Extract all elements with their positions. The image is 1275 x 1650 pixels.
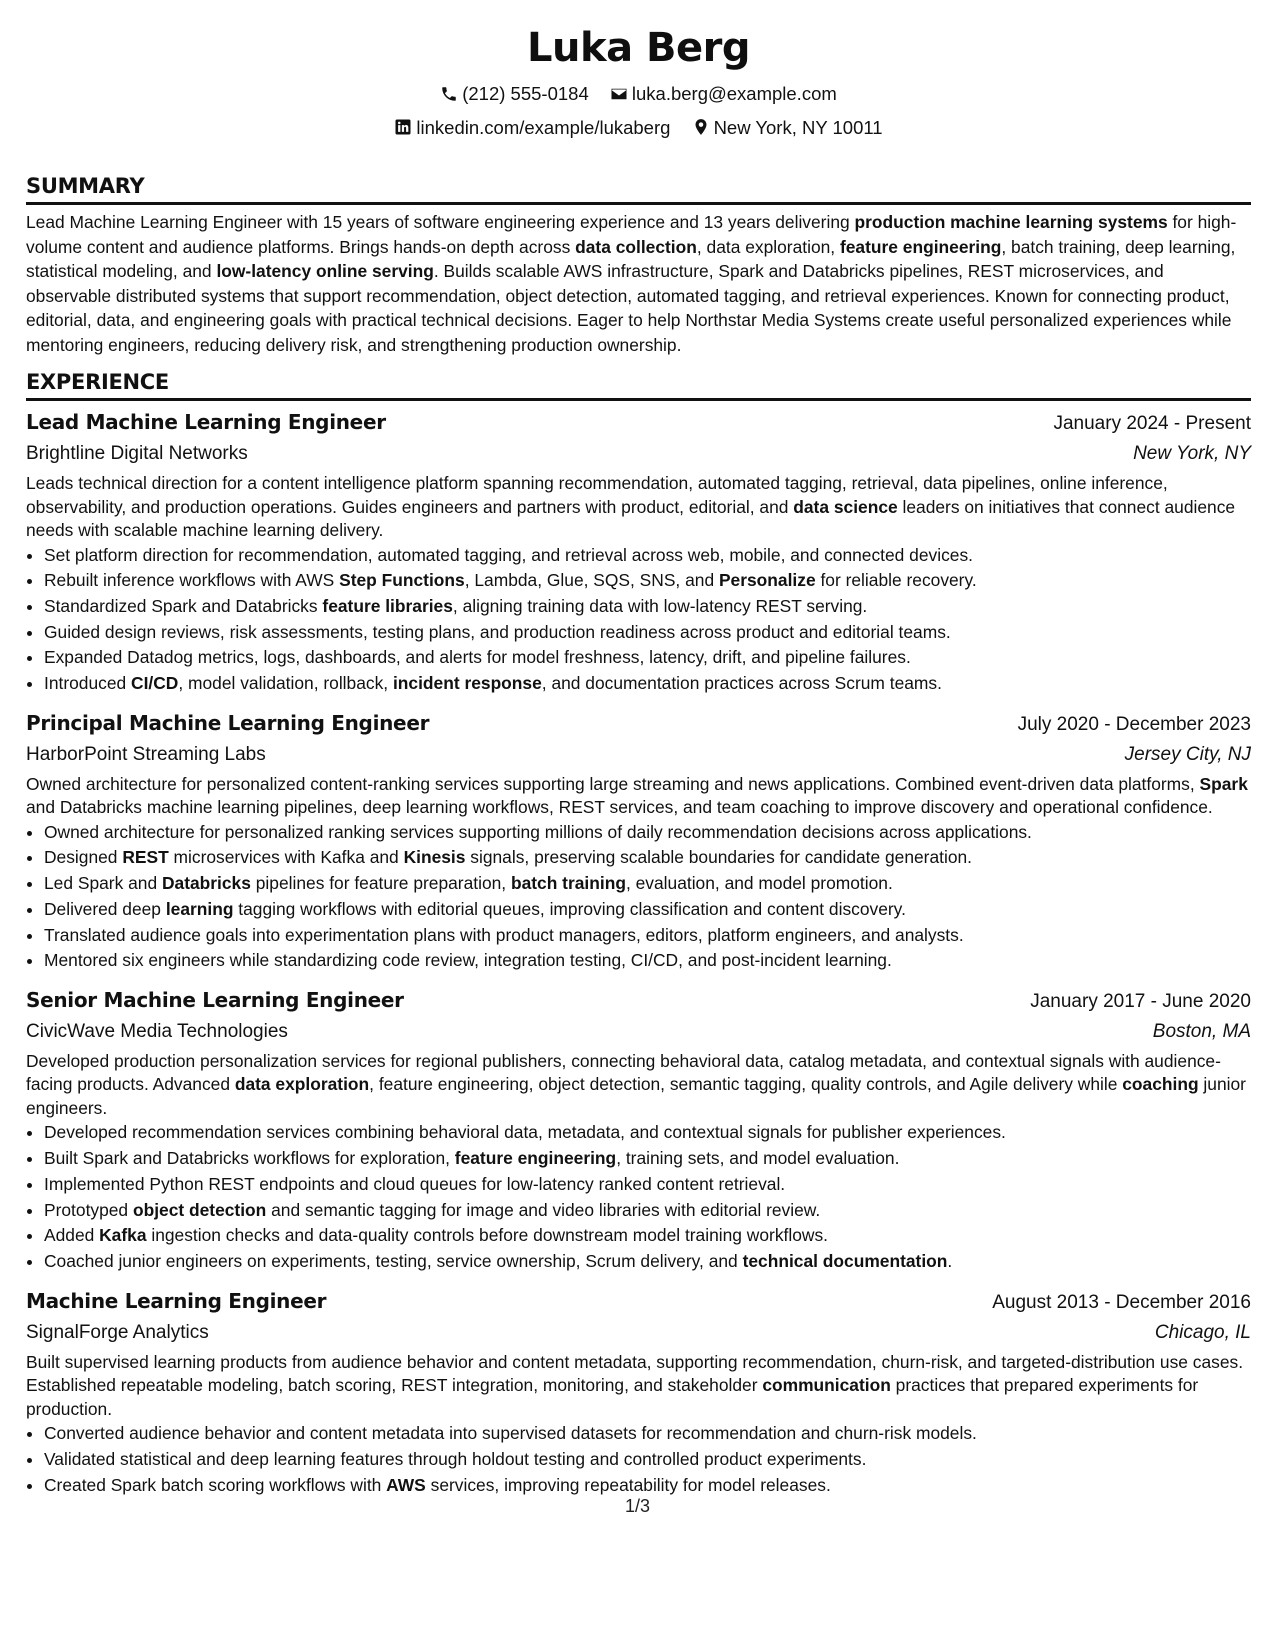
text-run: Converted audience behavior and content metadata into supervised datasets for recommendation and churn-risk models.	[44, 1423, 977, 1444]
summary-text	[26, 210, 1251, 357]
page-number: 1/3	[624, 1496, 651, 1516]
job-entry	[26, 985, 1251, 1275]
job-location: Boston, MA	[1152, 1020, 1251, 1042]
text-run: Built Spark and Databricks workflows for exploration,	[44, 1148, 455, 1169]
bold-keyword: Databricks	[161, 873, 251, 894]
job-title: Machine Learning Engineer	[26, 1288, 327, 1313]
text-run: ingestion checks and data-quality controls before downstream model training workflows.	[146, 1225, 828, 1246]
text-run: services, improving repeatability for model releases.	[425, 1474, 831, 1495]
summary-heading: SUMMARY	[26, 171, 1251, 205]
job-dates: July 2020 - December 2023	[1017, 713, 1251, 735]
bullet-item	[44, 1421, 1251, 1447]
job-dates: January 2017 - June 2020	[1030, 990, 1251, 1012]
bold-keyword: Personalize	[718, 570, 816, 591]
text-run: Developed recommendation services combining behavioral data, metadata, and contextual signals for publisher experiences.	[44, 1122, 1006, 1143]
job-entry	[26, 708, 1251, 974]
text-run: Introduced	[44, 673, 132, 694]
text-run: , feature engineering, object detection, semantic tagging, quality controls, and Agile delivery while	[369, 1074, 1123, 1095]
text-run: for reliable recovery.	[815, 570, 977, 591]
bold-keyword: AWS	[386, 1474, 426, 1495]
text-run: Standardized Spark and Databricks	[44, 595, 323, 616]
bold-keyword: communication	[762, 1375, 891, 1396]
company-name: CivicWave Media Technologies	[26, 1020, 288, 1042]
job-title: Senior Machine Learning Engineer	[26, 987, 404, 1012]
contact-email[interactable]	[610, 78, 837, 109]
location-text: New York, NY 10011	[713, 116, 883, 138]
bold-keyword: data collection	[575, 236, 697, 257]
bullet-item	[44, 671, 1251, 697]
bullet-item	[44, 1172, 1251, 1198]
contact-line-1	[26, 78, 1251, 112]
bullet-item	[44, 871, 1251, 897]
bullet-item	[44, 1198, 1251, 1224]
bold-keyword: feature libraries	[322, 595, 453, 616]
job-list	[26, 407, 1251, 1498]
text-run: , and documentation practices across Scrum teams.	[541, 673, 942, 694]
text-run: Mentored six engineers while standardizing code review, integration testing, CI/CD, and post-incident learning.	[44, 950, 892, 971]
text-run: Leads technical direction for a content intelligence platform spanning recommendation, automated tagging, retrieval, data pipelines, online inference, observability, and production operations. Guides engineers and partners with product, editorial, and	[26, 473, 1168, 517]
phone-text: (212) 555-0184	[462, 83, 589, 104]
job-location: Chicago, IL	[1154, 1321, 1251, 1343]
job-dates: August 2013 - December 2016	[992, 1291, 1251, 1313]
text-run: , evaluation, and model promotion.	[625, 873, 893, 894]
bold-keyword: incident response	[392, 673, 542, 694]
experience-section	[26, 367, 1251, 1498]
job-description	[26, 472, 1251, 543]
phone-icon	[440, 85, 458, 103]
bold-keyword: CI/CD	[131, 673, 179, 694]
text-run: Prototyped	[44, 1199, 133, 1220]
bullet-item	[44, 543, 1251, 569]
text-run: Designed	[44, 847, 123, 868]
company-name: HarborPoint Streaming Labs	[26, 743, 266, 765]
job-location: New York, NY	[1133, 443, 1251, 464]
bold-keyword: learning	[165, 898, 234, 919]
bullet-item	[44, 923, 1251, 949]
contact-location	[692, 112, 883, 143]
job-location: Jersey City, NJ	[1124, 743, 1251, 765]
bullet-item	[44, 845, 1251, 871]
bullet-item	[44, 568, 1251, 594]
bold-keyword: feature engineering	[839, 236, 1002, 257]
job-bullets	[26, 543, 1251, 697]
job-company-row	[26, 439, 1251, 469]
job-header-row	[26, 985, 1251, 1017]
experience-heading: EXPERIENCE	[26, 367, 1251, 401]
text-run: Implemented Python REST endpoints and cloud queues for low-latency ranked content retrieval.	[44, 1173, 786, 1194]
text-run: microservices with Kafka and	[168, 847, 404, 868]
text-run: Added	[44, 1225, 100, 1246]
company-name: Brightline Digital Networks	[26, 443, 248, 464]
text-run: leaders on initiatives that connect audience needs with scalable machine learning delivery.	[26, 496, 1236, 540]
map-marker-icon	[692, 118, 710, 136]
contact-linkedin[interactable]	[394, 112, 670, 143]
text-run: , data exploration,	[696, 236, 840, 257]
candidate-name: Luka Berg	[527, 25, 750, 71]
text-run: Rebuilt inference workflows with AWS	[44, 570, 340, 591]
bullet-item	[44, 1447, 1251, 1473]
bold-keyword: object detection	[132, 1199, 267, 1220]
bullet-item	[44, 594, 1251, 620]
job-company-row	[26, 740, 1251, 770]
bold-keyword: batch training	[510, 873, 626, 894]
bold-keyword: data science	[793, 496, 898, 517]
bullet-item	[44, 897, 1251, 923]
job-bullets	[26, 820, 1251, 974]
bullet-item	[44, 645, 1251, 671]
job-header-row	[26, 407, 1251, 439]
bullet-item	[44, 1473, 1251, 1499]
resume-page	[26, 18, 1251, 1498]
bullet-item	[44, 820, 1251, 846]
envelope-icon	[610, 85, 628, 103]
bold-keyword: data exploration	[234, 1074, 370, 1095]
summary-section	[26, 171, 1251, 357]
bullet-item	[44, 1223, 1251, 1249]
bold-keyword: REST	[122, 847, 169, 868]
text-run: Owned architecture for personalized ranking services supporting millions of daily recommendation decisions across applications.	[44, 821, 1032, 842]
bold-keyword: low-latency online serving	[216, 261, 434, 281]
bold-keyword: production machine learning systems	[854, 212, 1168, 232]
text-run: .	[947, 1250, 953, 1271]
job-entry	[26, 1286, 1251, 1499]
text-run: . Builds scalable AWS infrastructure, Spark and Databricks pipelines, REST microservices, and observable distributed systems that support recommendation, object detection, automated tagging, and retrieval experiences. Known for connecting product, editorial, data, and engineering goals with practical technical decisions. Eager to help Northstar Media Systems create useful personalized experiences while mentoring engineers, reducing delivery risk, and strengthening production ownership.	[26, 261, 1232, 355]
bold-keyword: feature engineering	[454, 1148, 617, 1169]
text-run: tagging workflows with editorial queues, improving classification and content discovery.	[233, 898, 906, 919]
text-run: , training sets, and model evaluation.	[616, 1148, 900, 1169]
bullet-item	[44, 1120, 1251, 1146]
job-description	[26, 1351, 1251, 1422]
job-company-row	[26, 1318, 1251, 1348]
text-run: Expanded Datadog metrics, logs, dashboards, and alerts for model freshness, latency, drift, and pipeline failures.	[44, 647, 911, 668]
bullet-item	[44, 948, 1251, 974]
text-run: , Lambda, Glue, SQS, SNS, and	[464, 570, 719, 591]
text-run: signals, preserving scalable boundaries for candidate generation.	[465, 847, 973, 868]
text-run: pipelines for feature preparation,	[250, 873, 511, 894]
email-link[interactable]: luka.berg@example.com	[631, 83, 837, 104]
job-description	[26, 1050, 1251, 1121]
text-run: Owned architecture for personalized content-ranking services supporting large streaming and news applications. Combined event-driven data platforms,	[26, 773, 1200, 794]
text-run: Built supervised learning products from audience behavior and content metadata, supporting recommendation, churn-risk, and targeted-distribution use cases. Established repeatable modeling, batch scoring, REST integration, monitoring, and stakeholder	[26, 1351, 1244, 1396]
text-run: for high-volume content and audience platforms. Brings hands-on depth across	[26, 212, 1237, 257]
bullet-item	[44, 1146, 1251, 1172]
linkedin-link[interactable]: linkedin.com/example/lukaberg	[416, 116, 671, 138]
text-run: Created Spark batch scoring workflows with	[44, 1474, 387, 1495]
job-entry	[26, 407, 1251, 697]
text-run: practices that prepared experiments for production.	[26, 1375, 1199, 1419]
resume-header	[26, 18, 1251, 145]
bold-keyword: coaching	[1122, 1074, 1199, 1095]
contact-phone	[440, 78, 589, 109]
text-run: , aligning training data with low-latency REST serving.	[452, 595, 868, 616]
text-run: Led Spark and	[44, 873, 162, 894]
text-run: , model validation, rollback,	[178, 673, 393, 694]
job-header-row	[26, 708, 1251, 740]
job-company-row	[26, 1017, 1251, 1047]
text-run: Translated audience goals into experimentation plans with product managers, editors, platform engineers, and analysts.	[44, 924, 964, 945]
job-header-row	[26, 1286, 1251, 1318]
text-run: Developed production personalization services for regional publishers, connecting behavioral data, catalog metadata, and contextual signals with audience-facing products. Advanced	[26, 1050, 1221, 1095]
job-bullets	[26, 1421, 1251, 1498]
text-run: Delivered deep	[44, 898, 166, 919]
job-title: Lead Machine Learning Engineer	[26, 410, 386, 434]
text-run: Lead Machine Learning Engineer with 15 years of software engineering experience and 13 years delivering	[26, 212, 855, 232]
text-run: Coached junior engineers on experiments, testing, service ownership, Scrum delivery, and	[44, 1250, 743, 1271]
job-title: Principal Machine Learning Engineer	[26, 710, 430, 735]
job-dates: January 2024 - Present	[1053, 413, 1251, 434]
job-bullets	[26, 1120, 1251, 1274]
text-run: Set platform direction for recommendation, automated tagging, and retrieval across web, mobile, and connected devices.	[44, 544, 973, 565]
linkedin-icon	[394, 118, 412, 136]
job-description	[26, 773, 1251, 820]
bold-keyword: Spark	[1199, 773, 1248, 794]
text-run: Guided design reviews, risk assessments, testing plans, and production readiness across product and editorial teams.	[44, 621, 951, 642]
text-run: and semantic tagging for image and video libraries with editorial review.	[266, 1199, 821, 1220]
bullet-item	[44, 1249, 1251, 1275]
text-run: and Databricks machine learning pipelines, deep learning workflows, REST services, and team coaching to improve discovery and operational confidence.	[26, 797, 1213, 818]
text-run: , batch training, deep learning, statistical modeling, and	[26, 236, 1236, 281]
company-name: SignalForge Analytics	[26, 1321, 209, 1343]
bold-keyword: Kinesis	[403, 847, 466, 868]
contact-line-2	[26, 112, 1251, 146]
bold-keyword: technical documentation	[742, 1250, 948, 1271]
bullet-item	[44, 620, 1251, 646]
text-run: junior engineers.	[26, 1074, 1246, 1118]
bold-keyword: Kafka	[99, 1225, 147, 1246]
bold-keyword: Step Functions	[339, 570, 465, 591]
text-run: Validated statistical and deep learning features through holdout testing and controlled product experiments.	[44, 1448, 867, 1469]
